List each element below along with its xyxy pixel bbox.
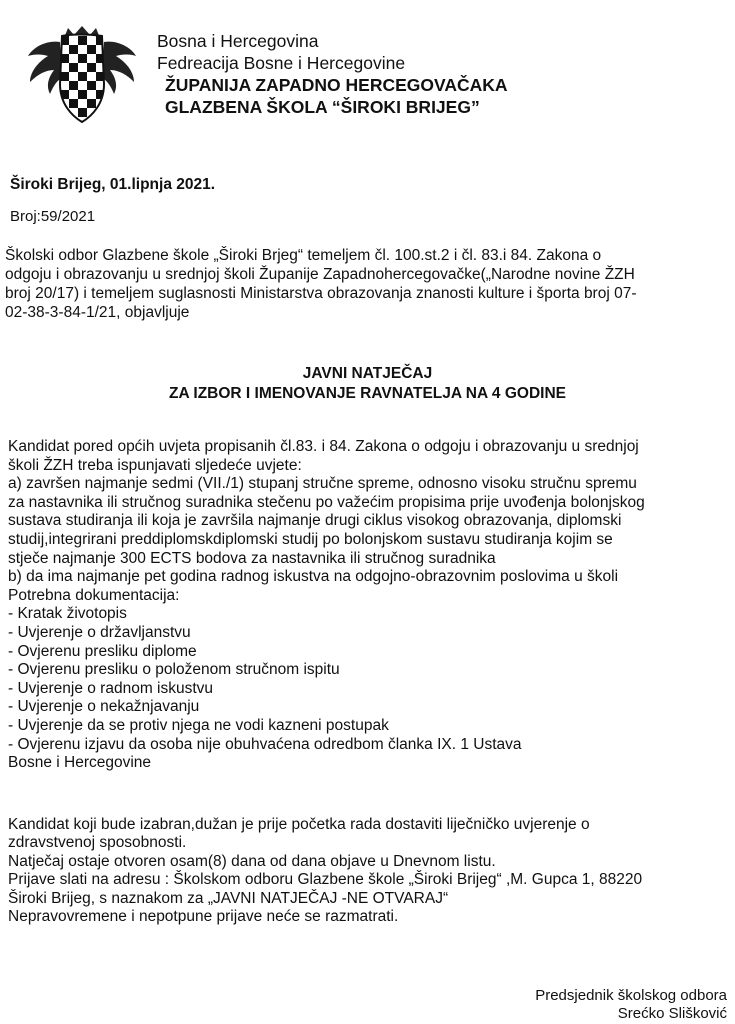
document-list-item: - Uvjerenje da se protiv njega ne vodi kazneni postupak (8, 716, 389, 734)
intro-line: odgoju i obrazovanju u srednjoj školi Županije Zapadnohercegovačke(„Narodne novine ŽZH (5, 266, 635, 283)
letterhead-line-school: GLAZBENA ŠKOLA “ŠIROKI BRIJEG” (165, 97, 480, 117)
intro-paragraph (5, 246, 637, 322)
body-line: b) da ima najmanje pet godina radnog iskustva na odgojno-obrazovnim poslovima u školi (8, 568, 619, 586)
body-line: školi ŽZH treba ispunjavati sljedeće uvjete: (8, 456, 302, 474)
letterhead-line-canton: ŽUPANIJA ZAPADNO HERCEGOVAČAKA (165, 75, 508, 95)
coat-of-arms-icon (20, 26, 144, 126)
closing-line: Kandidat koji bude izabran,dužan je prije početka rada dostaviti liječničko uvjerenje o (8, 816, 590, 833)
body-line: Potrebna dokumentacija: (8, 586, 180, 604)
document-list-item: - Uvjerenje o državljanstvu (8, 623, 191, 641)
body-line: sustava studiranja ili koja je završila najmanje drugi ciklus visokog obrazovanja, diplomski (8, 512, 622, 530)
body-line: stječe najmanje 300 ECTS bodova za nastavnika ili stručnog suradnika (8, 549, 496, 567)
intro-line: broj 20/17) i temeljem suglasnosti Ministarstva obrazovanja znanosti kulture i športa broj 07- (5, 285, 637, 302)
document-list-item: - Kratak životopis (8, 605, 127, 623)
intro-line: Školski odbor Glazbene škole „Široki Brjeg“ temeljem čl. 100.st.2 i čl. 83.i 84. Zakona o (5, 247, 602, 264)
intro-line: 02-38-3-84-1/21, objavljuje (5, 304, 190, 321)
document-list-item: - Ovjerenu presliku diplome (8, 642, 197, 660)
signature-role: Predsjednik školskog odbora (535, 987, 727, 1004)
body-line: Kandidat pored općih uvjeta propisanih čl.83. i 84. Zakona o odgoju i obrazovanju u srednjoj (8, 438, 639, 455)
signature-name: Srećko Slišković (617, 1005, 727, 1022)
body-line: za nastavnika ili stručnog suradnika stečenu po važećim propisima prije uvođenja bolonjskog (8, 493, 645, 511)
body-line: Bosne i Hercegovine (8, 754, 152, 772)
closing-line: zdravstvenoj sposobnosti. (8, 834, 187, 852)
signature-block (535, 987, 727, 1023)
letterhead-line-country: Bosna i Hercegovina (157, 31, 319, 51)
letterhead (157, 30, 508, 118)
document-list-item: - Ovjerenu izjavu da osoba nije obuhvaćena odredbom članka IX. 1 Ustava (8, 735, 522, 753)
document-list-item: - Uvjerenje o radnom iskustvu (8, 679, 214, 697)
document-list-item: - Uvjerenje o nekažnjavanju (8, 698, 200, 716)
closing-line: Široki Brijeg, s naznakom za „JAVNI NATJEČAJ -NE OTVARAJ“ (8, 889, 449, 907)
reference-number: Broj:59/2021 (10, 208, 96, 225)
body-line: studij,integrirani preddiplomskdiplomski studij po bolonjskom sustavu studiranja kojim se (8, 530, 613, 548)
closing-section (8, 816, 642, 926)
closing-line: Prijave slati na adresu : Školskom odboru Glazbene škole „Široki Brijeg“ ,M. Gupca 1, 88220 (8, 871, 643, 889)
closing-line: Natječaj ostaje otvoren osam(8) dana od dana objave u Dnevnom listu. (8, 852, 496, 870)
notice-title: JAVNI NATJEČAJ (302, 365, 433, 382)
requirements-section (8, 438, 645, 773)
letterhead-line-federation: Fedreacija Bosne i Hercegovine (157, 53, 406, 73)
notice-subtitle: ZA IZBOR I IMENOVANJE RAVNATELJA NA 4 GODINE (169, 385, 566, 402)
document-date: Široki Brijeg, 01.lipnja 2021. (10, 176, 216, 193)
body-line: a) završen najmanje sedmi (VII./1) stupanj stručne spreme, odnosno visoku stručnu spremu (8, 475, 637, 493)
closing-line: Nepravovremene i nepotpune prijave neće se razmatrati. (8, 908, 399, 926)
document-list-item: - Ovjerenu presliku o položenom stručnom ispitu (8, 661, 340, 679)
